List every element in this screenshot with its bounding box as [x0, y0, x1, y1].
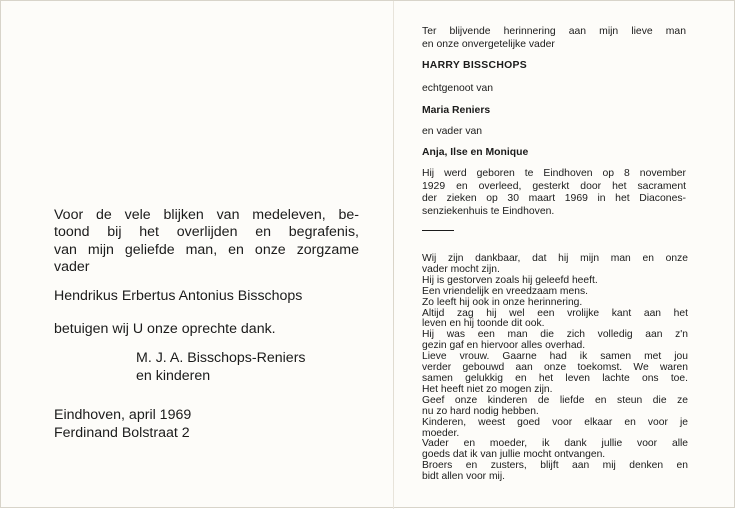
children-names: Anja, Ilse en Monique: [422, 146, 529, 158]
poem-line: Broers en zusters, blijft aan mij denken en: [422, 460, 688, 472]
poem-line: Hij was een man die zich volledig aan z'n: [422, 329, 688, 341]
signer-name: M. J. A. Bisschops-Reniers: [136, 350, 306, 367]
signers-block: [136, 350, 359, 385]
place-date-block: [54, 407, 359, 442]
poem-line: Lieve vrouw. Gaarne had ik samen met jou: [422, 351, 688, 363]
poem-line: Het heeft niet zo mogen zijn.: [422, 383, 553, 395]
poem-line: nu zo hard nodig hebben.: [422, 405, 539, 417]
poem-line: vader mocht zijn.: [422, 263, 500, 275]
bio-paragraph: [422, 168, 686, 218]
poem-line: bidt allen voor mij.: [422, 471, 505, 483]
poem-line: Zo leeft hij ook in onze herinnering.: [422, 296, 583, 308]
thanks-paragraph: [54, 207, 359, 277]
poem-line: verder gebouwd aan onze toekomst. We waren: [422, 362, 688, 374]
thanks-line: vader: [54, 259, 90, 276]
poem-line: leven en hij toonde dit ook.: [422, 318, 545, 330]
spouse-label: echtgenoot van: [422, 82, 494, 94]
deceased-full-name: Hendrikus Erbertus Antonius Bisschops: [54, 287, 303, 304]
bio-line: der zieken op 30 maart 1969 in het Diacones-: [422, 193, 686, 205]
gratitude-line: betuigen wij U onze oprechte dank.: [54, 321, 276, 338]
children-label: en vader van: [422, 125, 483, 137]
right-panel: [422, 26, 686, 231]
bio-line: Hij werd geboren te Eindhoven op 8 november: [422, 168, 686, 180]
spouse-name: Maria Reniers: [422, 105, 491, 117]
address: Ferdinand Bolstraat 2: [54, 424, 190, 441]
separator-dash: [422, 230, 454, 232]
place-date: Eindhoven, april 1969: [54, 407, 192, 424]
intro-line: Ter blijvende herinnering aan mijn lieve man: [422, 26, 686, 37]
poem-line: Hij is gestorven zoals hij geleefd heeft.: [422, 274, 598, 286]
poem-line: Geef onze kinderen de liefde en steun die ze: [422, 394, 688, 406]
bio-line: senziekenhuis te Eindhoven.: [422, 205, 555, 217]
left-panel: [54, 207, 359, 442]
poem-line: Wij zijn dankbaar, dat hij mijn man en onze: [422, 253, 688, 264]
poem-line: samen gelukkig en het leven lachte ons toe.: [422, 372, 688, 384]
thanks-line: van mijn geliefde man, en onze zorgzame: [54, 241, 359, 258]
poem-line: Altijd zag hij wel een vrolijke kant aan het: [422, 307, 688, 319]
bio-line: 1929 en overleed, gesterkt door het sacrament: [422, 180, 686, 192]
poem-line: Kinderen, weest goed voor elkaar en voor je: [422, 416, 688, 428]
poem-line: gezin gaf en hiervoor alles overhad.: [422, 340, 586, 352]
poem-block: [422, 254, 688, 483]
poem-line: goeds dat ik van jullie mocht ontvangen.: [422, 449, 606, 461]
card-fold-divider: [393, 1, 394, 509]
deceased-name: HARRY BISSCHOPS: [422, 60, 527, 72]
intro-line: en onze onvergetelijke vader: [422, 38, 555, 50]
poem-line: moeder.: [422, 427, 460, 439]
thanks-line: toond bij het overlijden en begrafenis,: [54, 224, 359, 241]
thanks-line: Voor de vele blijken van medeleven, be-: [54, 207, 359, 223]
poem-line: Een vriendelijk en vreedzaam mens.: [422, 285, 588, 297]
signer-family: en kinderen: [136, 367, 211, 384]
poem-line: Vader en moeder, ik dank jullie voor alle: [422, 438, 688, 450]
